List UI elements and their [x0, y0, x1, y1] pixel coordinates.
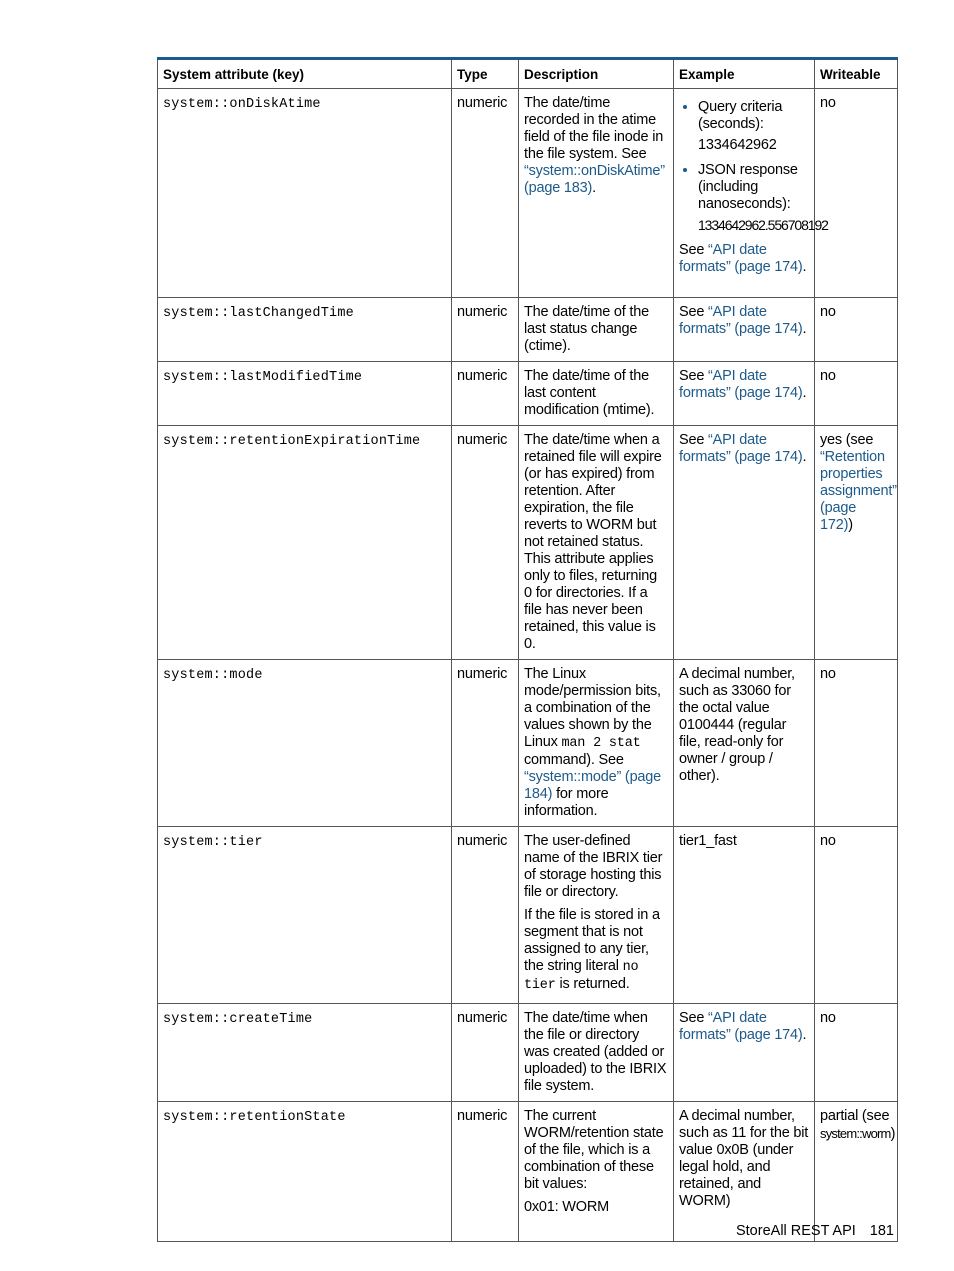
attribute-description: [519, 1102, 674, 1242]
description-paragraph: The current WORM/retention state of the file, which is a combination of these bit values:: [524, 1108, 664, 1192]
description-paragraph: The user-defined name of the IBRIX tier of storage hosting this file or directory.: [524, 833, 663, 900]
example-end: .: [802, 1027, 807, 1043]
attribute-key: system::tier: [158, 827, 452, 1004]
attribute-key: system::lastChangedTime: [158, 298, 452, 362]
attribute-example: tier1_fast: [674, 827, 815, 1004]
writeable-prefix: partial (see: [820, 1108, 890, 1124]
api-date-formats-link[interactable]: “API date formats” (page 174): [679, 432, 803, 465]
example-list: [679, 99, 828, 234]
attribute-type: numeric: [452, 660, 519, 827]
list-item: [698, 99, 809, 154]
api-date-formats-link[interactable]: “API date formats” (page 174): [679, 304, 803, 337]
table-row: [158, 362, 898, 426]
writeable-code: system::worm: [820, 1126, 891, 1141]
example-end: .: [802, 259, 807, 275]
header-description: Description: [519, 59, 674, 89]
attribute-type: numeric: [452, 426, 519, 660]
list-item: [698, 162, 828, 234]
attribute-writeable: [815, 426, 898, 660]
attribute-description: [519, 89, 674, 298]
attribute-writeable: no: [815, 362, 898, 426]
example-value: 1334642962.556708192: [698, 217, 828, 233]
example-end: .: [802, 385, 807, 401]
description-paragraph: [524, 907, 668, 994]
table-row: [158, 426, 898, 660]
example-label: JSON response (including nanoseconds):: [698, 162, 798, 212]
attribute-example: [674, 298, 815, 362]
attribute-writeable: no: [815, 660, 898, 827]
description-text: command). See: [524, 752, 624, 768]
attribute-description: The date/time when the file or directory was created (added or uploaded) to the IBRIX file system.: [519, 1004, 674, 1102]
example-see: See: [679, 304, 709, 320]
table-row: [158, 1102, 898, 1242]
attribute-writeable: no: [815, 1004, 898, 1102]
attribute-key: system::onDiskAtime: [158, 89, 452, 298]
writeable-end: ): [890, 1126, 896, 1142]
attribute-example: [674, 1004, 815, 1102]
attribute-example: A decimal number, such as 11 for the bit value 0x0B (under legal hold, and retained, and WORM): [674, 1102, 815, 1242]
example-see: See: [679, 1010, 709, 1026]
example-end: .: [802, 449, 807, 465]
header-writeable: Writeable: [815, 59, 898, 89]
attribute-table-container: [157, 57, 897, 1215]
writeable-prefix: yes (see: [820, 432, 874, 448]
attribute-key: system::retentionState: [158, 1102, 452, 1242]
description-end: .: [592, 180, 596, 196]
description-code: man 2 stat: [561, 736, 641, 751]
example-label: Query criteria (seconds):: [698, 99, 783, 132]
attribute-type: numeric: [452, 89, 519, 298]
system-attribute-table: [157, 57, 898, 1242]
attribute-key: system::lastModifiedTime: [158, 362, 452, 426]
example-see: See: [679, 432, 709, 448]
table-row: [158, 298, 898, 362]
description-code: no tier: [524, 960, 639, 993]
attribute-key: system::mode: [158, 660, 452, 827]
attribute-description: The date/time of the last content modification (mtime).: [519, 362, 674, 426]
header-type: Type: [452, 59, 519, 89]
example-value: 1334642962: [698, 137, 777, 153]
attribute-type: numeric: [452, 1102, 519, 1242]
attribute-writeable: no: [815, 89, 898, 298]
description-link[interactable]: “system::onDiskAtime” (page 183): [524, 163, 665, 196]
attribute-type: numeric: [452, 298, 519, 362]
description-end: is returned.: [555, 976, 630, 992]
attribute-type: numeric: [452, 827, 519, 1004]
page-footer: [736, 1223, 894, 1239]
attribute-example: A decimal number, such as 33060 for the octal value 0100444 (regular file, read-only for owner / group / other).: [674, 660, 815, 827]
description-paragraph: 0x01: WORM: [524, 1199, 610, 1215]
attribute-description: The date/time when a retained file will expire (or has expired) from retention. After expiration, the file reverts to WORM but not retained status. This attribute applies only to files, returning 0 for directories. If a file has never been retained, this value is 0.: [519, 426, 674, 660]
table-row: [158, 1004, 898, 1102]
attribute-description: The date/time of the last status change (ctime).: [519, 298, 674, 362]
attribute-example: [674, 426, 815, 660]
attribute-writeable: no: [815, 298, 898, 362]
example-see: See: [679, 242, 709, 258]
table-row: [158, 827, 898, 1004]
attribute-writeable: [815, 1102, 898, 1242]
attribute-description: [519, 827, 674, 1004]
description-text: If the file is stored in a segment that is not assigned to any tier, the string literal: [524, 907, 660, 974]
attribute-example: [674, 362, 815, 426]
writeable-end: ): [848, 517, 853, 533]
attribute-example: [674, 89, 828, 298]
attribute-type: numeric: [452, 362, 519, 426]
example-end: .: [802, 321, 807, 337]
page-number: 181: [869, 1223, 894, 1239]
attribute-description: [519, 660, 674, 827]
description-link[interactable]: “system::mode” (page 184): [524, 769, 662, 802]
attribute-key: system::retentionExpirationTime: [158, 426, 452, 660]
retention-properties-link[interactable]: “Retention properties assignment” (page 172): [820, 449, 897, 533]
header-key: System attribute (key): [158, 59, 452, 89]
description-text: The Linux mode/permission bits, a combination of the values shown by the Linux: [524, 666, 661, 750]
description-text: The date/time recorded in the atime field of the file inode in the file system. See: [524, 95, 664, 162]
api-date-formats-link[interactable]: “API date formats” (page 174): [679, 1010, 803, 1043]
footer-title: StoreAll REST API: [735, 1223, 856, 1239]
table-row: [158, 660, 898, 827]
api-date-formats-link[interactable]: “API date formats” (page 174): [679, 242, 803, 275]
header-example: Example: [674, 59, 815, 89]
attribute-writeable: no: [815, 827, 898, 1004]
table-row: [158, 89, 898, 298]
attribute-type: numeric: [452, 1004, 519, 1102]
table-header-row: [158, 59, 898, 89]
description-end: for more information.: [524, 786, 609, 819]
api-date-formats-link[interactable]: “API date formats” (page 174): [679, 368, 803, 401]
attribute-key: system::createTime: [158, 1004, 452, 1102]
example-see: See: [679, 368, 709, 384]
